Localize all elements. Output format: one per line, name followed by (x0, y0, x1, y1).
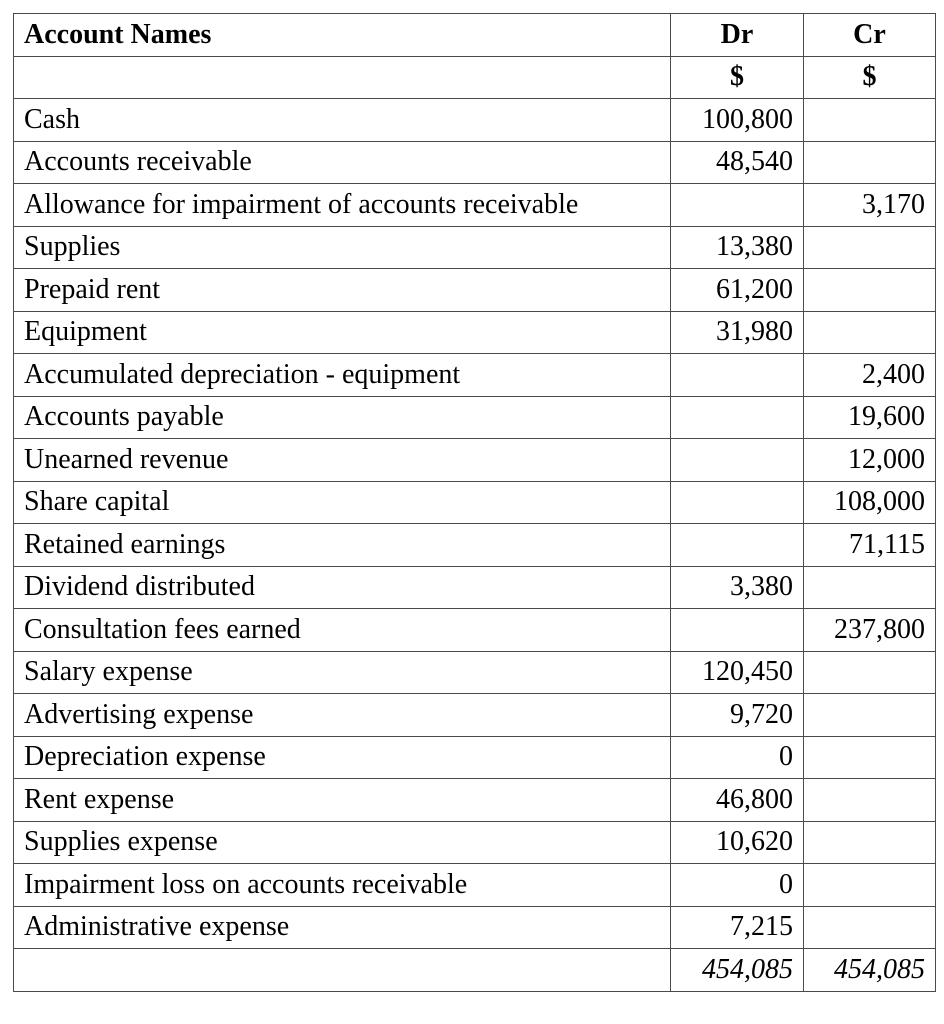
table-row (14, 524, 936, 567)
account-name-cell: Supplies (14, 226, 671, 269)
dr-amount-cell (671, 481, 804, 524)
dr-amount-cell: 10,620 (671, 821, 804, 864)
account-name-cell: Allowance for impairment of accounts receivable (14, 184, 671, 227)
cr-amount-cell: 12,000 (804, 439, 936, 482)
units-blank-cell (14, 56, 671, 99)
dr-unit: $ (671, 56, 804, 99)
account-names-header: Account Names (14, 14, 671, 57)
table-row (14, 226, 936, 269)
cr-amount-cell (804, 736, 936, 779)
header-row (14, 14, 936, 57)
dr-amount-cell: 0 (671, 864, 804, 907)
totals-label-cell (14, 949, 671, 992)
account-name-cell: Rent expense (14, 779, 671, 822)
cr-amount-cell: 108,000 (804, 481, 936, 524)
account-name-cell: Administrative expense (14, 906, 671, 949)
account-name-cell: Accounts receivable (14, 141, 671, 184)
account-name-cell: Consultation fees earned (14, 609, 671, 652)
table-row (14, 566, 936, 609)
dr-amount-cell: 3,380 (671, 566, 804, 609)
table-row (14, 311, 936, 354)
cr-amount-cell: 19,600 (804, 396, 936, 439)
table-row (14, 609, 936, 652)
cr-amount-cell (804, 99, 936, 142)
dr-amount-cell (671, 609, 804, 652)
cr-amount-cell (804, 694, 936, 737)
account-name-cell: Retained earnings (14, 524, 671, 567)
dr-amount-cell: 31,980 (671, 311, 804, 354)
cr-amount-cell: 237,800 (804, 609, 936, 652)
dr-amount-cell: 7,215 (671, 906, 804, 949)
account-name-cell: Cash (14, 99, 671, 142)
account-name-cell: Accounts payable (14, 396, 671, 439)
table-row (14, 141, 936, 184)
cr-amount-cell (804, 566, 936, 609)
table-row (14, 269, 936, 312)
dr-amount-cell: 100,800 (671, 99, 804, 142)
table-row (14, 396, 936, 439)
dr-amount-cell (671, 354, 804, 397)
dr-amount-cell (671, 184, 804, 227)
cr-amount-cell (804, 821, 936, 864)
dr-amount-cell (671, 396, 804, 439)
table-row (14, 864, 936, 907)
cr-amount-cell (804, 269, 936, 312)
cr-amount-cell (804, 779, 936, 822)
dr-amount-cell: 0 (671, 736, 804, 779)
dr-amount-cell (671, 439, 804, 482)
account-name-cell: Unearned revenue (14, 439, 671, 482)
cr-amount-cell (804, 311, 936, 354)
trial-balance (13, 13, 936, 992)
table-row (14, 821, 936, 864)
table-row (14, 354, 936, 397)
account-name-cell: Advertising expense (14, 694, 671, 737)
dr-amount-cell: 61,200 (671, 269, 804, 312)
dr-amount-cell: 46,800 (671, 779, 804, 822)
cr-total-cell: 454,085 (804, 949, 936, 992)
account-name-cell: Prepaid rent (14, 269, 671, 312)
dr-amount-cell: 120,450 (671, 651, 804, 694)
cr-amount-cell (804, 226, 936, 269)
dr-total-cell: 454,085 (671, 949, 804, 992)
account-name-cell: Salary expense (14, 651, 671, 694)
account-name-cell: Accumulated depreciation - equipment (14, 354, 671, 397)
account-name-cell: Impairment loss on accounts receivable (14, 864, 671, 907)
account-name-cell: Supplies expense (14, 821, 671, 864)
account-name-cell: Dividend distributed (14, 566, 671, 609)
cr-header: Cr (804, 14, 936, 57)
cr-amount-cell: 71,115 (804, 524, 936, 567)
cr-amount-cell: 2,400 (804, 354, 936, 397)
units-row (14, 56, 936, 99)
table-row (14, 736, 936, 779)
table-row (14, 651, 936, 694)
table-row (14, 481, 936, 524)
table-row (14, 439, 936, 482)
table-row (14, 694, 936, 737)
account-name-cell: Share capital (14, 481, 671, 524)
account-name-cell: Depreciation expense (14, 736, 671, 779)
dr-amount-cell: 13,380 (671, 226, 804, 269)
cr-amount-cell (804, 141, 936, 184)
dr-header: Dr (671, 14, 804, 57)
table-row (14, 906, 936, 949)
cr-amount-cell (804, 864, 936, 907)
cr-amount-cell (804, 906, 936, 949)
table-row (14, 779, 936, 822)
account-name-cell: Equipment (14, 311, 671, 354)
totals-row (14, 949, 936, 992)
cr-amount-cell (804, 651, 936, 694)
dr-amount-cell: 9,720 (671, 694, 804, 737)
table-row (14, 184, 936, 227)
dr-amount-cell (671, 524, 804, 567)
table-row (14, 99, 936, 142)
dr-amount-cell: 48,540 (671, 141, 804, 184)
cr-amount-cell: 3,170 (804, 184, 936, 227)
trial-balance-table (13, 13, 936, 992)
cr-unit: $ (804, 56, 936, 99)
